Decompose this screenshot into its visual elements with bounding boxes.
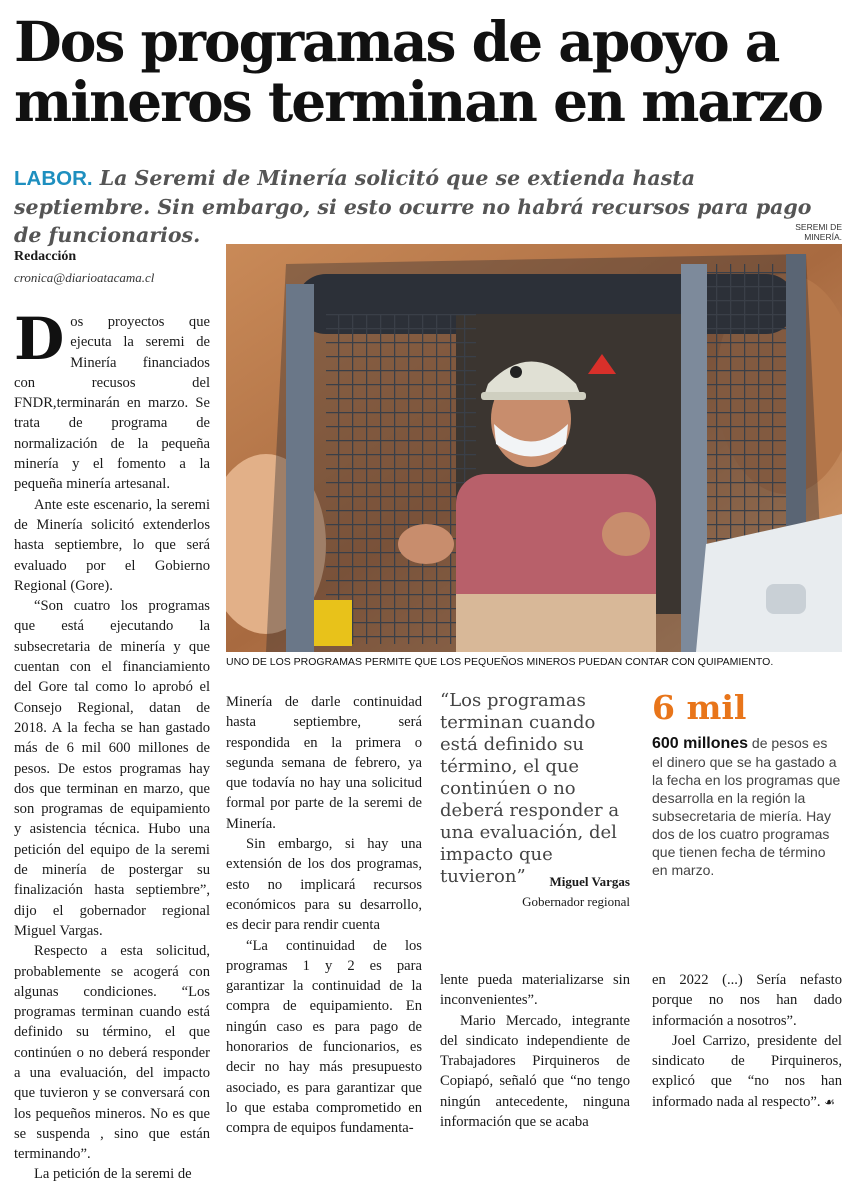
paragraph: Sin embargo, si hay una extensión de los dos programas, esto no implicará recursos económicos para su desarrollo, es decir para rendir cuenta — [226, 836, 422, 934]
stat-description: 600 millones de pesos es el dinero que se ha gastado a la fecha en los programas que desarrolla en la región la subsecretaria de miería. Hay dos de los cuatro programas que tienen fecha de término en marzo. — [652, 735, 841, 878]
paragraph: lente pueda materializarse sin inconvenientes”. — [440, 972, 630, 1009]
stat-bold: 600 millones — [652, 735, 749, 752]
article-column-2 — [226, 692, 422, 1139]
article-column-4 — [652, 970, 842, 1112]
miner-in-loader-illustration — [226, 244, 842, 652]
article-photo — [226, 244, 842, 652]
article-column-1 — [14, 305, 210, 1185]
drop-cap: D — [14, 305, 65, 373]
paragraph: “La continuidad de los programas 1 y 2 es para garantizar la continuidad de la compra de equipamiento. En ningún caso es para pago de honorarios de funcionarios, es decir no hay más presupuesto asociado, es para garantizar que lo que estaba comprometido en compra de equipos fundamenta- — [226, 937, 422, 1137]
subtitle — [14, 164, 834, 249]
quote-author: Miguel Vargas — [549, 874, 630, 889]
subtitle-text: La Seremi de Minería solicitó que se extienda hasta septiembre. Sin embargo, si esto ocurre no habrá recursos para pago de funcionarios. — [14, 166, 812, 247]
photo-caption: UNO DE LOS PROGRAMAS PERMITE QUE LOS PEQUEÑOS MINEROS PUEDAN CONTAR CON QUIPAMIENTO. — [226, 656, 774, 668]
paragraph: Mario Mercado, integrante del sindicato independiente de Trabajadores Pirquineros de Copiapó, señaló que “no tengo ningún antecedente, ninguna información que se acaba — [440, 1012, 630, 1131]
section-tag: LABOR. — [14, 167, 93, 190]
paragraph: en 2022 (...) Sería nefasto porque no nos han dado información a nosotros”. — [652, 972, 842, 1029]
paragraph: Ante este escenario, la seremi de Minería solicitó extenderlos hasta septiembre, lo que será evaluado por el Gobierno Regional (Gore). — [14, 496, 210, 594]
end-mark-icon: ☙ — [824, 1094, 835, 1109]
photo-credit: SEREMI DE MINERÍA. — [795, 222, 842, 242]
headline: Dos programas de apoyo a mineros terminan en marzo — [14, 9, 822, 134]
paragraph: Minería de darle continuidad hasta septiembre, será respondida en la primera o segunda semana de febrero, ya que todavía no hay una solicitud formal por parte de la seremi de Minería. — [226, 694, 422, 832]
paragraph: “Son cuatro los programas que está ejecutando la subsecretaria de minería y que cuentan con el financiamiento del Gore tal como lo aprobó el Consejo Regional, datan de 2018. A la fecha se han gastado más de 6 mil 600 millones de pesos. De estos programas hay dos que terminan en marzo, que son programas de equipamiento y asistencia técnica. Hubo una petición del equipo de la seremi de minería de postergar su finalización hasta septiembre”, dijo el gobernador regional Miguel Vargas. — [14, 598, 210, 939]
article-column-3 — [440, 970, 630, 1132]
paragraph: Respecto a esta solicitud, probablemente se acogerá con algunas condiciones. “Los programas terminan cuando está definido su término, el que continúen o no deberá responder a una evaluación, del impacto que tuvieron y se conversará con los pequeños mineros. No es que se suspenda , sino que están terminando”. — [14, 943, 210, 1163]
lead-paragraph: Dos proyectos que ejecuta la seremi de Minería financiados con recusos del FNDR,terminarán en marzo. Se trata de programa de normalización de la pequeña minería y el fomento a la pequeña minería artesanal. — [14, 305, 210, 493]
pull-quote: “Los programas terminan cuando está definido su término, el que continúen o no deberá responder a una evaluación, del impacto que tuvieron” — [440, 690, 620, 887]
paragraph: Joel Carrizo, presidente del sindicato de Pirquineros, explicó que “no nos han informado nada al respecto”. ☙ — [652, 1032, 842, 1110]
paragraph: La petición de la seremi de — [34, 1166, 192, 1183]
byline: Redacción — [14, 249, 77, 264]
author-email[interactable]: cronica@diarioatacama.cl — [14, 270, 155, 285]
stat-number: 6 mil — [652, 688, 747, 727]
quote-author-role: Gobernador regional — [522, 894, 630, 909]
